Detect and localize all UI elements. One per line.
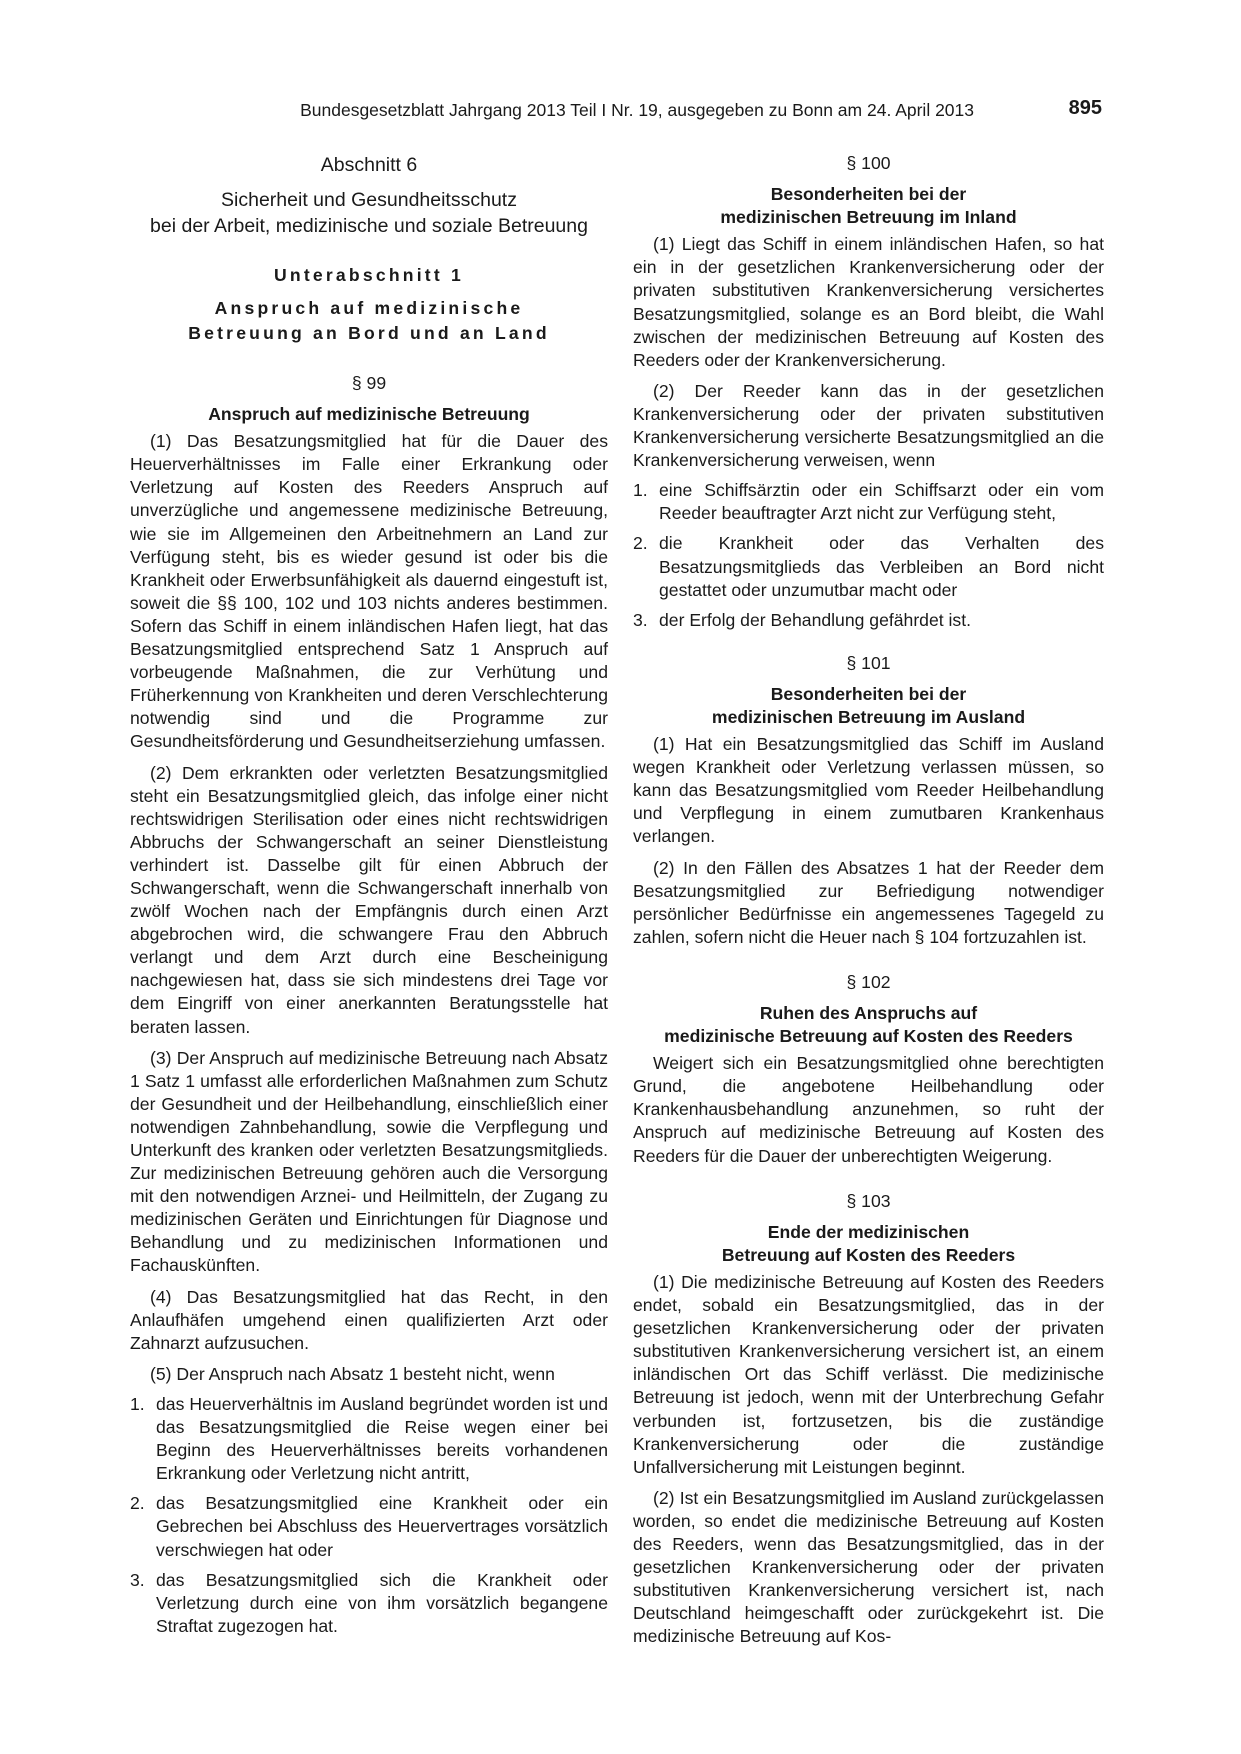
paragraph-number-99: § 99 [351,373,387,393]
paragraph-heading-103-line-2: Betreuung auf Kosten des Reeders [721,1244,1016,1265]
s100-absatz-1: (1) Liegt das Schiff in einem inländischen Hafen, so hat ein in der gesetzlichen Krankenversicherung oder der privaten substitutiven Krankenversicherung versichertes Besatzungsmitglied, solange es an Bord bleibt, die Wahl zwischen der medizinischen Betreuung auf Kosten des Reeders oder der Krankenversicherung. [633,234,1104,370]
header-text: Bundesgesetzblatt Jahrgang 2013 Teil I Nr. 19, ausgegeben zu Bonn am 24. April 2013 [300,100,974,120]
list-item: 3. das Besatzungsmitglied sich die Krankheit oder Verletzung durch eine von ihm vorsätzlich begangene Straftat zugezogen hat. [130,1569,608,1636]
list-item: 1. das Heuerverhältnis im Ausland begründet worden ist und das Besatzungsmitglied die Reise wegen einer bei Beginn des Heuerverhältnisses bereits vorhandenen Erkrankung oder Verletzung nicht antritt, [130,1393,608,1484]
subsection-title-line-1: Anspruch auf medizinische [214,298,524,318]
s103-absatz-2: (2) Ist ein Besatzungsmitglied im Ausland zurückgelassen worden, so endet die medizinische Betreuung auf Kosten des Reeders, wenn das Besatzungsmitglied, das in der gesetzlichen Krankenversicherung oder der privaten substitutiven Krankenversicherung versichert ist, nach Deutschland heimgeschafft oder zurückgekehrt ist. Die medizinische Betreuung auf Kos- [633,1487,1104,1647]
paragraph-number-101: § 101 [846,652,891,673]
s99-absatz-2: (2) Dem erkrankten oder verletzten Besatzungsmitglied steht ein Besatzungsmitglied gleich, das infolge einer nicht rechtswidrigen Sterilisation oder eines nicht rechtswidrigen Abbruchs der Schwangerschaft an seiner Dienstleistung verhindert ist. Dasselbe gilt für einen Abbruch der Schwangerschaft, wenn die Schwangerschaft innerhalb von zwölf Wochen nach der Empfängnis durch einen Arzt abgebrochen wird, die schwangere Frau den Abbruch verlangt und dem Arzt durch eine Bescheinigung nachgewiesen hat, dass sie sich mindestens drei Tage vor dem Eingriff von einer anerkannten Beratungsstelle hat beraten lassen. [130,762,608,1037]
right-column [633,152,1104,1648]
list-item: 1. eine Schiffsärztin oder ein Schiffsarzt oder ein vom Reeder beauftragter Arzt nicht zur Verfügung steht, [633,480,1104,524]
list-item: 2. die Krankheit oder das Verhalten des Besatzungsmitglieds das Verbleiben an Bord nicht gestattet oder unzumutbar macht oder [633,533,1104,600]
section-number: Abschnitt 6 [320,154,418,176]
s102-text: Weigert sich ein Besatzungsmitglied ohne berechtigten Grund, die angebotene Heilbehandlung oder Krankenhausbehandlung anzunehmen, so ruht der Anspruch auf medizinische Betreuung auf Kosten des Reeders für die Dauer der unberechtigten Weigerung. [633,1053,1104,1166]
s99-absatz-3: (3) Der Anspruch auf medizinische Betreuung nach Absatz 1 Satz 1 umfasst alle erforderlichen Maßnahmen zum Schutz der Gesundheit und der Heilbehandlung, einschließlich einer notwendigen Zahnbehandlung, sowie die Verpflegung und Unterkunft des kranken oder verletzten Besatzungsmitglieds. Zur medizinischen Betreuung gehören auch die Versorgung mit den notwendigen Arznei- und Heilmitteln, der Zugang zu medizinischen Geräten und Einrichtungen für Diagnose und Behandlung und zu medizinischen Informationen und Fachauskünften. [130,1047,608,1276]
paragraph-number-103: § 103 [846,1190,891,1211]
paragraph-heading-101-line-1: Besonderheiten bei der [770,683,967,704]
page-number: 895 [1068,97,1102,119]
paragraph-heading-103-line-1: Ende der medizinischen [767,1221,970,1242]
s100-enumeration [633,479,1104,632]
paragraph-heading-102-line-2: medizinische Betreuung auf Kosten des Reeders [664,1026,1073,1047]
list-item: 2. das Besatzungsmitglied eine Krankheit oder ein Gebrechen bei Abschluss des Heuervertrages vorsätzlich verschwiegen hat oder [130,1493,608,1560]
list-item: 3. der Erfolg der Behandlung gefährdet ist. [633,609,972,630]
paragraph-heading-101-line-2: medizinischen Betreuung im Ausland [711,706,1026,727]
section-title-line-1: Sicherheit und Gesundheitsschutz [221,189,517,211]
paragraph-number-100: § 100 [846,153,891,173]
paragraph-number-102: § 102 [846,971,891,992]
paragraph-heading-100-line-1: Besonderheiten bei der [770,184,967,205]
section-heading [130,152,608,239]
s103-absatz-1: (1) Die medizinische Betreuung auf Kosten des Reeders endet, sobald ein Besatzungsmitglied, das in der gesetzlichen Krankenversicherung oder der privaten substitutiven Krankenversicherung versichert ist, an einem inländischen Ort das Schiff verlässt. Die medizinische Betreuung ist jedoch, wenn mit der Unterbrechung Gefahr verbunden ist, fortzusetzen, bis die zuständige Krankenversicherung oder die zuständige Unfallversicherung mit Leistungen beginnt. [633,1271,1104,1477]
paragraph-heading-102-line-1: Ruhen des Anspruchs auf [759,1003,978,1023]
s99-absatz-5: (5) Der Anspruch nach Absatz 1 besteht nicht, wenn [150,1363,555,1384]
paragraph-heading-99: Anspruch auf medizinische Betreuung [208,404,530,425]
s101-absatz-2: (2) In den Fällen des Absatzes 1 hat der Reeder dem Besatzungsmitglied zur Befriedigung notwendiger persönlicher Bedürfnisse ein angemessenes Tagegeld zu zahlen, sofern nicht die Heuer nach § 104 fortzuzahlen ist. [633,857,1104,947]
s99-enumeration [130,1393,608,1638]
paragraph-heading-100-line-2: medizinischen Betreuung im Inland [720,207,1017,228]
subsection-number: Unterabschnitt 1 [273,265,465,285]
section-title-line-2: bei der Arbeit, medizinische und soziale Betreuung [150,215,588,237]
subsection-title-line-2: Betreuung an Bord und an Land [188,323,550,343]
s100-absatz-2: (2) Der Reeder kann das in der gesetzlichen Krankenversicherung oder der privaten substitutiven Krankenversicherung versicherte Besatzungsmitglied an die Krankenversicherung verweisen, wenn [633,380,1104,471]
s101-absatz-1: (1) Hat ein Besatzungsmitglied das Schiff im Ausland wegen Krankheit oder Verletzung verlassen müssen, so kann das Besatzungsmitglied vom Reeder Heilbehandlung und Verpflegung in einem zumutbaren Krankenhaus verlangen. [633,734,1104,847]
s99-absatz-1: (1) Das Besatzungsmitglied hat für die Dauer des Heuerverhältnisses im Falle einer Erkrankung oder Verletzung auf Kosten des Reeders Anspruch auf unverzügliche und angemessene medizinische Betreuung, wie sie im Allgemeinen den Arbeitnehmern an Land zur Verfügung steht, bis es wieder gesund ist oder bis die Krankheit oder Erwerbsunfähigkeit als dauernd eingestuft ist, soweit die §§ 100, 102 und 103 nichts anderes bestimmen. Sofern das Schiff in einem inländischen Hafen liegt, hat das Besatzungsmitglied entsprechend Satz 1 Anspruch auf vorbeugende Maßnahmen, die zur Verhütung und Früherkennung von Krankheiten und deren Verschlechterung notwendig sind und die Programme zur Gesundheitsförderung und Gesundheitserziehung umfassen. [130,431,608,752]
s99-absatz-4: (4) Das Besatzungsmitglied hat das Recht, in den Anlaufhäfen umgehend einen qualifizierten Arzt oder Zahnarzt aufzusuchen. [130,1286,608,1353]
left-column [130,152,608,1638]
